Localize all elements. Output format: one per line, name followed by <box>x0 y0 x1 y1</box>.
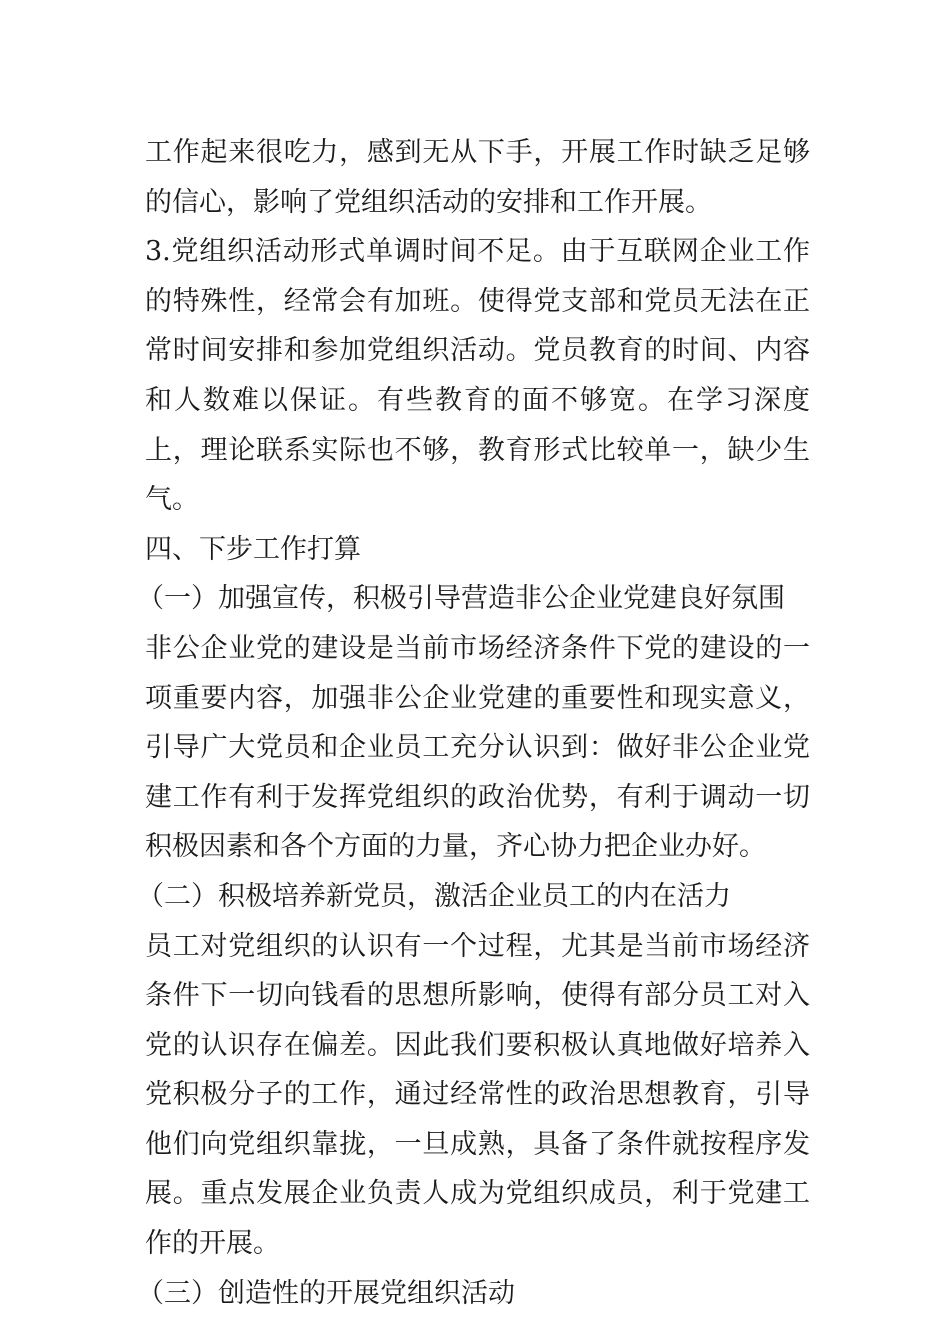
document-body <box>137 128 810 1318</box>
subheading-2: （二）积极培养新党员，激活企业员工的内在活力 <box>137 880 731 912</box>
section-heading-next-steps: 四、下步工作打算 <box>145 533 361 565</box>
subheading-1: （一）加强宣传，积极引导营造非公企业党建良好氛围 <box>137 583 785 615</box>
paragraph-continuation: 工作起来很吃力，感到无从下手，开展工作时缺乏足够的信心，影响了党组织活动的安排和工作开展。 <box>145 137 810 218</box>
paragraph-subheading-2-body: 员工对党组织的认识有一个过程，尤其是当前市场经济条件下一切向钱看的思想所影响，使得有部分员工对入党的认识存在偏差。因此我们要积极认真地做好培养入党积极分子的工作，通过经常性的政治思想教育，引导他们向党组织靠拢，一旦成熟，具备了条件就按程序发展。重点发展企业负责人成为党组织成员，利于党建工作的开展。 <box>145 930 810 1260</box>
paragraph-subheading-1-body: 非公企业党的建设是当前市场经济条件下党的建设的一项重要内容，加强非公企业党建的重要性和现实意义，引导广大党员和企业员工充分认识到：做好非公企业党建工作有利于发挥党组织的政治优势，有利于调动一切积极因素和各个方面的力量，齐心协力把企业办好。 <box>145 632 810 863</box>
paragraph-item-3: 3.党组织活动形式单调时间不足。由于互联网企业工作的特殊性，经常会有加班。使得党支部和党员无法在正常时间安排和参加党组织活动。党员教育的时间、内容和人数难以保证。有些教育的面不够宽。在学习深度上，理论联系实际也不够，教育形式比较单一，缺少生气。 <box>145 236 810 516</box>
subheading-3: （三）创造性的开展党组织活动 <box>137 1277 515 1309</box>
